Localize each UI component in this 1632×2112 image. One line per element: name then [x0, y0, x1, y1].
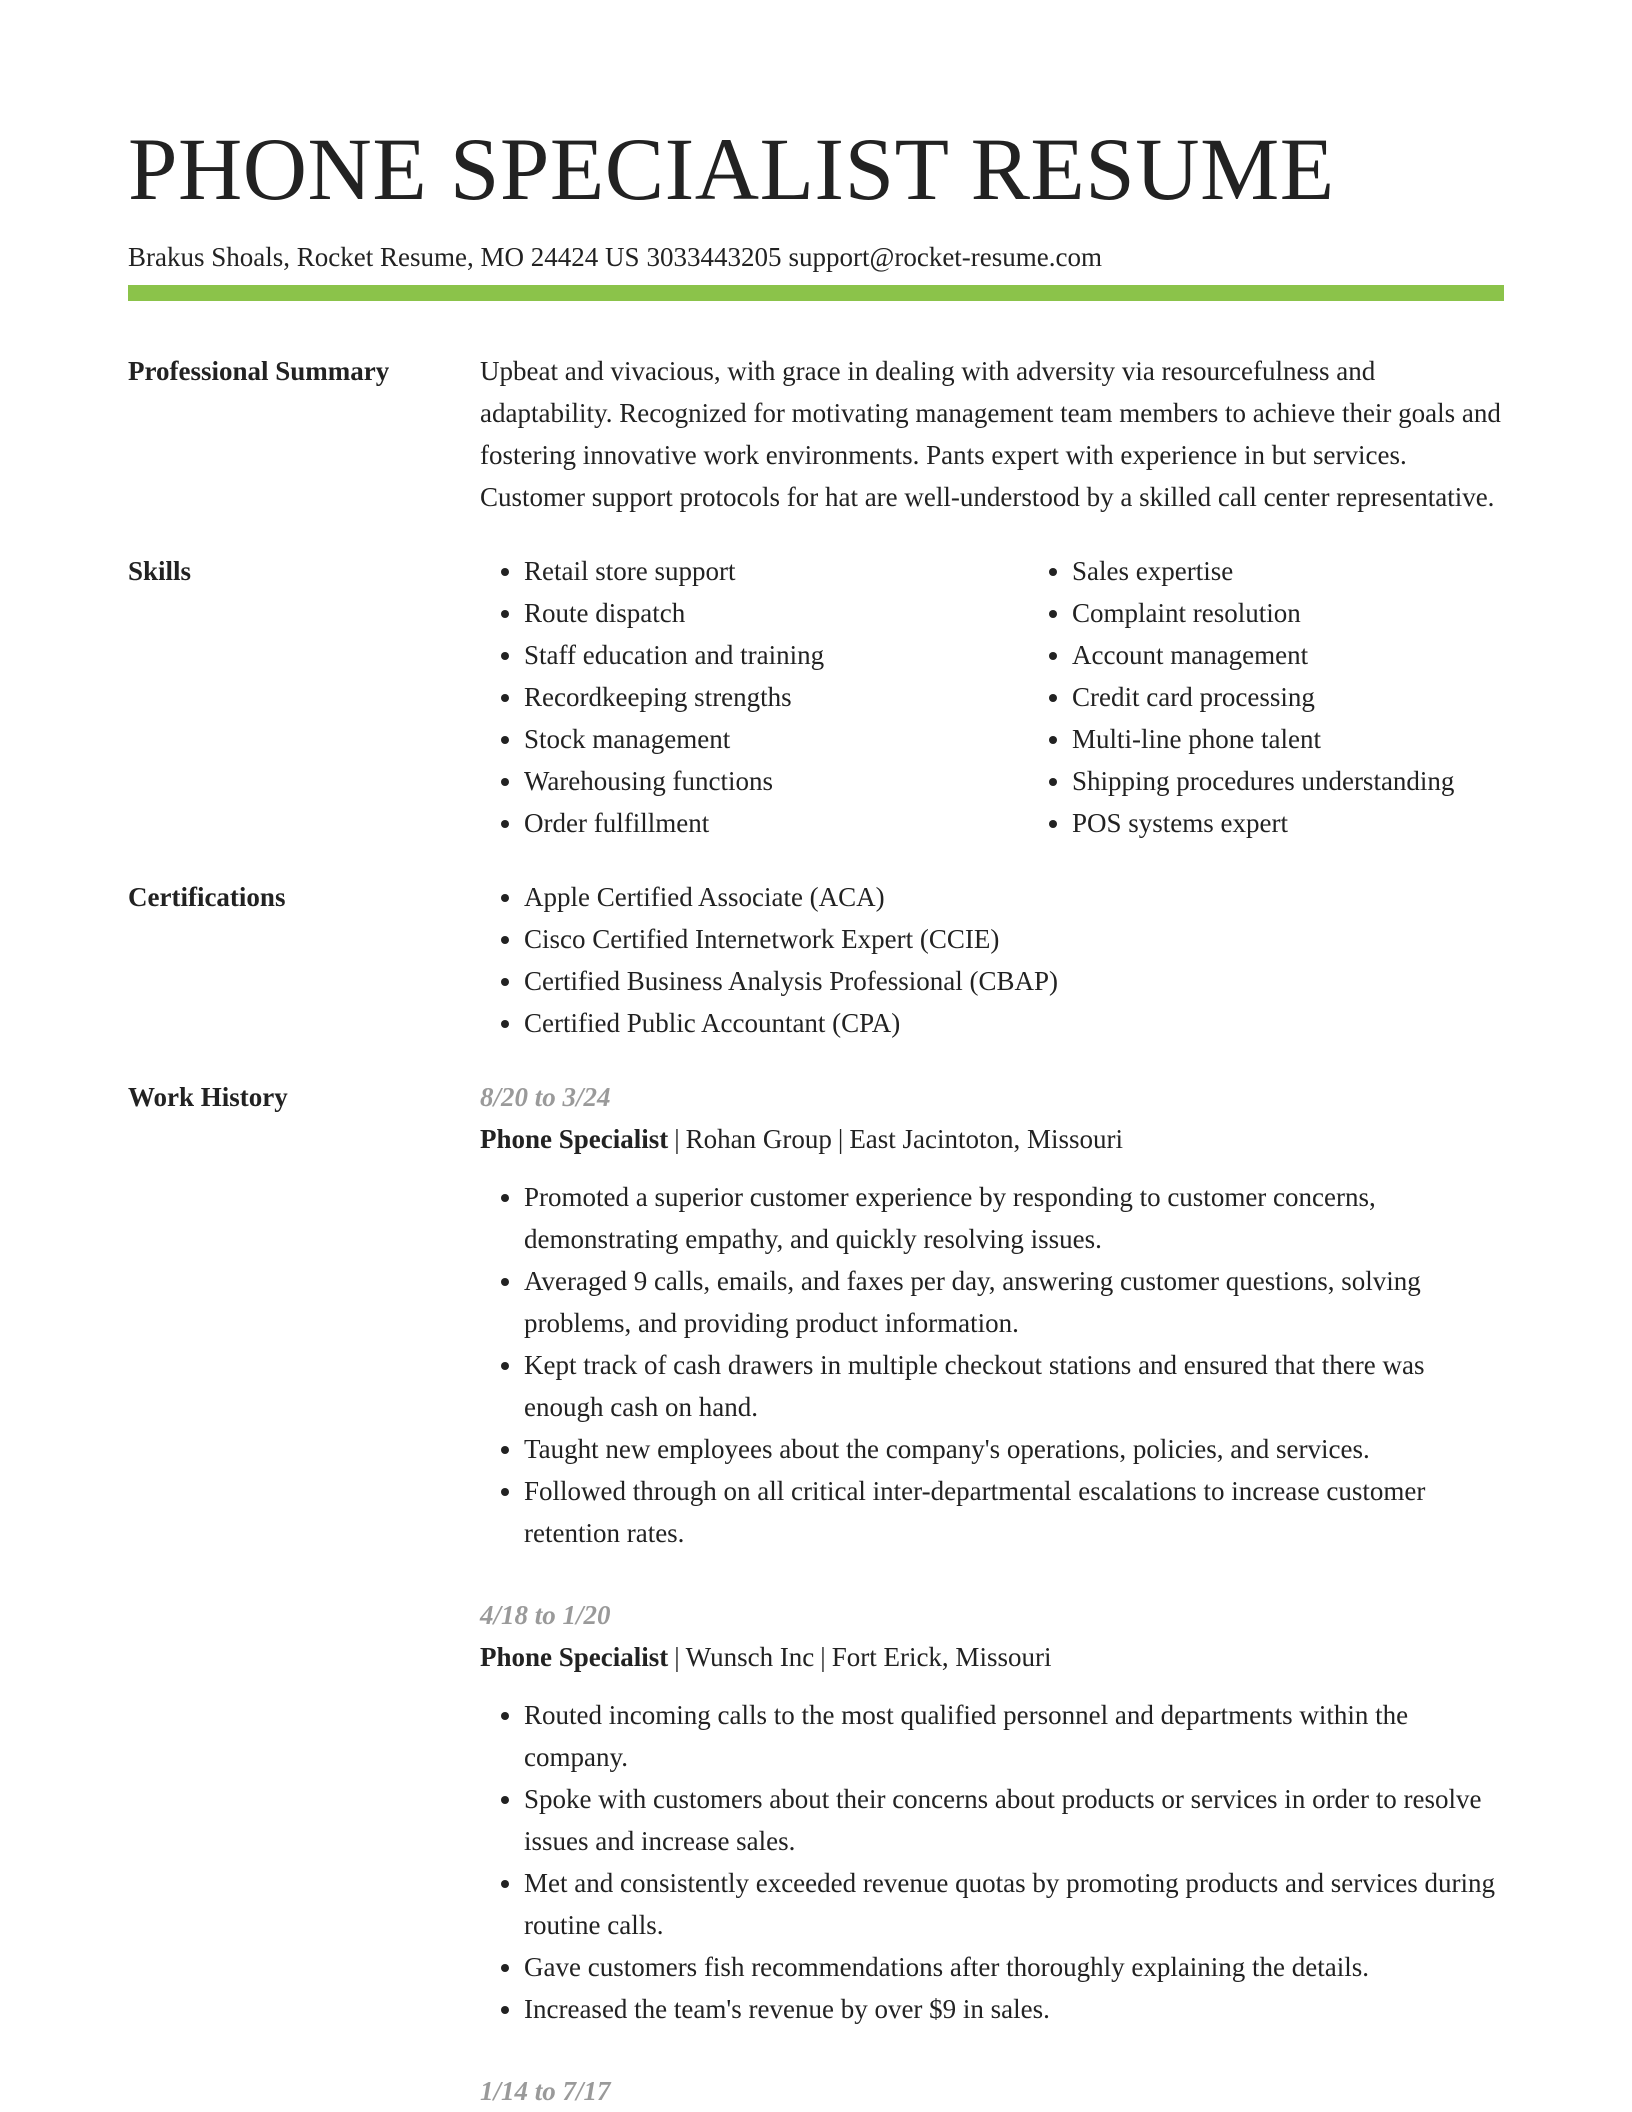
skill-item: • Shipping procedures understanding	[1072, 760, 1576, 802]
job-dates: 1/14 to 7/17	[480, 2076, 611, 2106]
job-bullet: • Gave customers fish recommendations after thoroughly explaining the details.	[524, 1946, 1504, 1988]
job-company: Wunsch Inc	[685, 1642, 815, 1672]
job-bullet: • Increased the team's revenue by over $9 in sales.	[524, 1988, 1504, 2030]
accent-divider	[128, 285, 1504, 301]
job-bullet: • Followed through on all critical inter-departmental escalations to increase customer retention rates.	[524, 1470, 1504, 1554]
job-bullet: • Averaged 9 calls, emails, and faxes per day, answering customer questions, solving problems, and providing product information.	[524, 1260, 1504, 1344]
certification-item: • Apple Certified Associate (ACA)	[524, 876, 1504, 918]
skills-list-left	[480, 550, 1028, 844]
skill-item: • Sales expertise	[1072, 550, 1576, 592]
separator: |	[837, 1124, 844, 1154]
certifications-list	[480, 876, 1504, 1044]
skill-item: • Route dispatch	[524, 592, 1028, 634]
job-bullets	[480, 1176, 1504, 1554]
job-title: Phone Specialist	[480, 1642, 669, 1672]
summary-section	[128, 350, 1504, 518]
job-bullet: • Kept track of cash drawers in multiple checkout stations and ensured that there was enough cash on hand.	[524, 1344, 1504, 1428]
separator: |	[674, 1642, 680, 1672]
job-bullet: • Promoted a superior customer experience by responding to customer concerns, demonstrating empathy, and quickly resolving issues.	[524, 1176, 1504, 1260]
skills-section	[128, 550, 1504, 844]
page-title: PHONE SPECIALIST RESUME	[128, 121, 1335, 219]
skill-item: • Retail store support	[524, 550, 1028, 592]
work-history-section	[128, 1076, 1504, 2112]
certifications-section	[128, 876, 1504, 1044]
certification-item: • Certified Public Accountant (CPA)	[524, 1002, 1504, 1044]
job-bullet: • Met and consistently exceeded revenue quotas by promoting products and services during routine calls.	[524, 1862, 1504, 1946]
skill-item: • Stock management	[524, 718, 1028, 760]
section-label: Professional Summary	[128, 356, 390, 386]
job-bullet: • Spoke with customers about their concerns about products or services in order to resolve issues and increase sales.	[524, 1778, 1504, 1862]
section-label: Skills	[128, 556, 192, 586]
job-heading	[480, 1636, 1504, 1678]
skill-item: • Warehousing functions	[524, 760, 1028, 802]
job-bullets	[480, 1694, 1504, 2030]
job-dates: 8/20 to 3/24	[480, 1082, 611, 1112]
contact-line	[128, 240, 1504, 274]
skill-item: • Order fulfillment	[524, 802, 1028, 844]
skills-list-right	[1028, 550, 1576, 844]
job-entry	[480, 1594, 1504, 2030]
skill-item: • Credit card processing	[1072, 676, 1576, 718]
job-location: East Jacintoton, Missouri	[849, 1124, 1124, 1154]
job-title: Phone Specialist	[480, 1124, 669, 1154]
job-bullet: • Routed incoming calls to the most qualified personnel and departments within the company.	[524, 1694, 1504, 1778]
certification-item: • Cisco Certified Internetwork Expert (CCIE)	[524, 918, 1504, 960]
job-company: Rohan Group	[685, 1124, 832, 1154]
skill-item: • Account management	[1072, 634, 1576, 676]
resume-header	[128, 118, 1504, 274]
section-label: Work History	[128, 1082, 288, 1112]
contact-address: Brakus Shoals, Rocket Resume, MO 24424 US	[128, 242, 640, 272]
job-location: Fort Erick, Missouri	[831, 1642, 1052, 1672]
contact-email: support@rocket-resume.com	[788, 242, 1103, 272]
job-bullet: • Taught new employees about the company's operations, policies, and services.	[524, 1428, 1504, 1470]
skill-item: • Staff education and training	[524, 634, 1028, 676]
section-label: Certifications	[128, 882, 286, 912]
contact-phone: 3033443205	[646, 242, 782, 272]
skill-item: • Complaint resolution	[1072, 592, 1576, 634]
job-heading	[480, 1118, 1504, 1160]
job-entry	[480, 1076, 1504, 1554]
separator: |	[674, 1124, 680, 1154]
separator: |	[820, 1642, 826, 1672]
skill-item: • Multi-line phone talent	[1072, 718, 1576, 760]
job-entry	[480, 2070, 1504, 2112]
resume-body	[128, 350, 1504, 2112]
skill-item: • POS systems expert	[1072, 802, 1576, 844]
skill-item: • Recordkeeping strengths	[524, 676, 1028, 718]
certification-item: • Certified Business Analysis Professional (CBAP)	[524, 960, 1504, 1002]
summary-text: Upbeat and vivacious, with grace in dealing with adversity via resourcefulness and adaptability. Recognized for motivating management team members to achieve their goals and fostering innovative work environments. Pants expert with experience in but services. Customer support protocols for hat are well-understood by a skilled call center representative.	[480, 356, 1501, 512]
job-dates: 4/18 to 1/20	[480, 1600, 611, 1630]
